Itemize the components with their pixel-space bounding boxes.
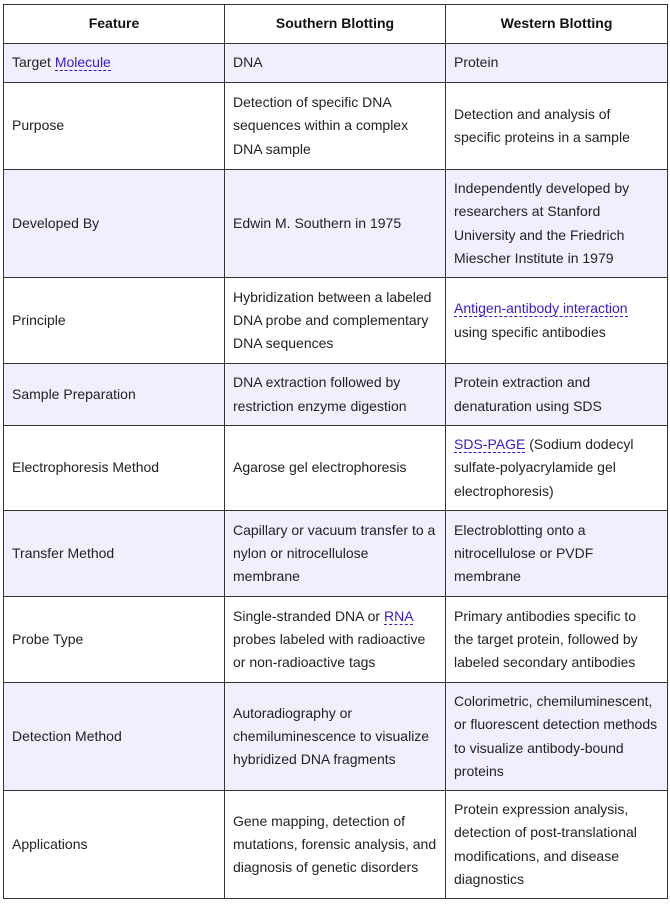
feature-cell: Detection Method [4,683,225,791]
header-feature: Feature [4,5,225,44]
western-cell: Independently developed by researchers at Stanford University and the Friedrich Miescher Institute in 1979 [446,170,668,278]
southern-cell: DNA [225,44,446,83]
southern-cell: Detection of specific DNA sequences within a complex DNA sample [225,83,446,170]
table-row [4,364,668,426]
western-cell: Primary antibodies specific to the target protein, followed by labeled secondary antibodies [446,597,668,683]
western-cell [446,426,668,511]
table-row [4,683,668,791]
western-text: using specific antibodies [454,323,606,340]
table-row [4,278,668,364]
southern-cell: Edwin M. Southern in 1975 [225,170,446,278]
southern-cell: Hybridization between a labeled DNA probe and complementary DNA sequences [225,278,446,364]
feature-cell: Sample Preparation [4,364,225,426]
southern-cell: Capillary or vacuum transfer to a nylon or nitrocellulose membrane [225,511,446,597]
western-cell: Detection and analysis of specific proteins in a sample [446,83,668,170]
table-row [4,83,668,170]
table-row [4,511,668,597]
feature-cell: Transfer Method [4,511,225,597]
feature-cell: Electrophoresis Method [4,426,225,511]
western-cell [446,278,668,364]
rna-link[interactable]: RNA [383,607,413,624]
western-cell: Protein expression analysis, detection of post-translational modifications, and disease diagnostics [446,791,668,899]
southern-text: probes labeled with radioactive or non-radioactive tags [233,630,426,671]
table-row [4,597,668,683]
feature-label: Target [12,54,51,71]
southern-cell: Agarose gel electrophoresis [225,426,446,511]
table-row [4,44,668,83]
feature-cell: Purpose [4,83,225,170]
sds-page-link[interactable]: SDS-PAGE [454,436,526,453]
feature-cell [4,44,225,83]
feature-cell: Applications [4,791,225,899]
comparison-table [3,4,668,899]
western-cell: Protein extraction and denaturation using SDS [446,364,668,426]
table-row [4,426,668,511]
feature-cell: Principle [4,278,225,364]
western-text: (Sodium dodecyl sulfate-polyacrylamide gel electrophoresis) [454,436,634,499]
feature-cell: Probe Type [4,597,225,683]
table-row [4,791,668,899]
header-row [4,5,668,44]
western-cell: Electroblotting onto a nitrocellulose or PVDF membrane [446,511,668,597]
southern-cell [225,597,446,683]
southern-cell: DNA extraction followed by restriction enzyme digestion [225,364,446,426]
header-southern: Southern Blotting [225,5,446,44]
western-cell: Colorimetric, chemiluminescent, or fluorescent detection methods to visualize antibody-bound proteins [446,683,668,791]
southern-text: Single-stranded DNA or [233,607,381,624]
table-row [4,170,668,278]
southern-cell: Autoradiography or chemiluminescence to visualize hybridized DNA fragments [225,683,446,791]
southern-cell: Gene mapping, detection of mutations, forensic analysis, and diagnosis of genetic disorders [225,791,446,899]
header-western: Western Blotting [446,5,668,44]
western-cell: Protein [446,44,668,83]
molecule-link[interactable]: Molecule [54,54,111,71]
antigen-antibody-link[interactable]: Antigen-antibody interaction [454,300,628,317]
feature-cell: Developed By [4,170,225,278]
